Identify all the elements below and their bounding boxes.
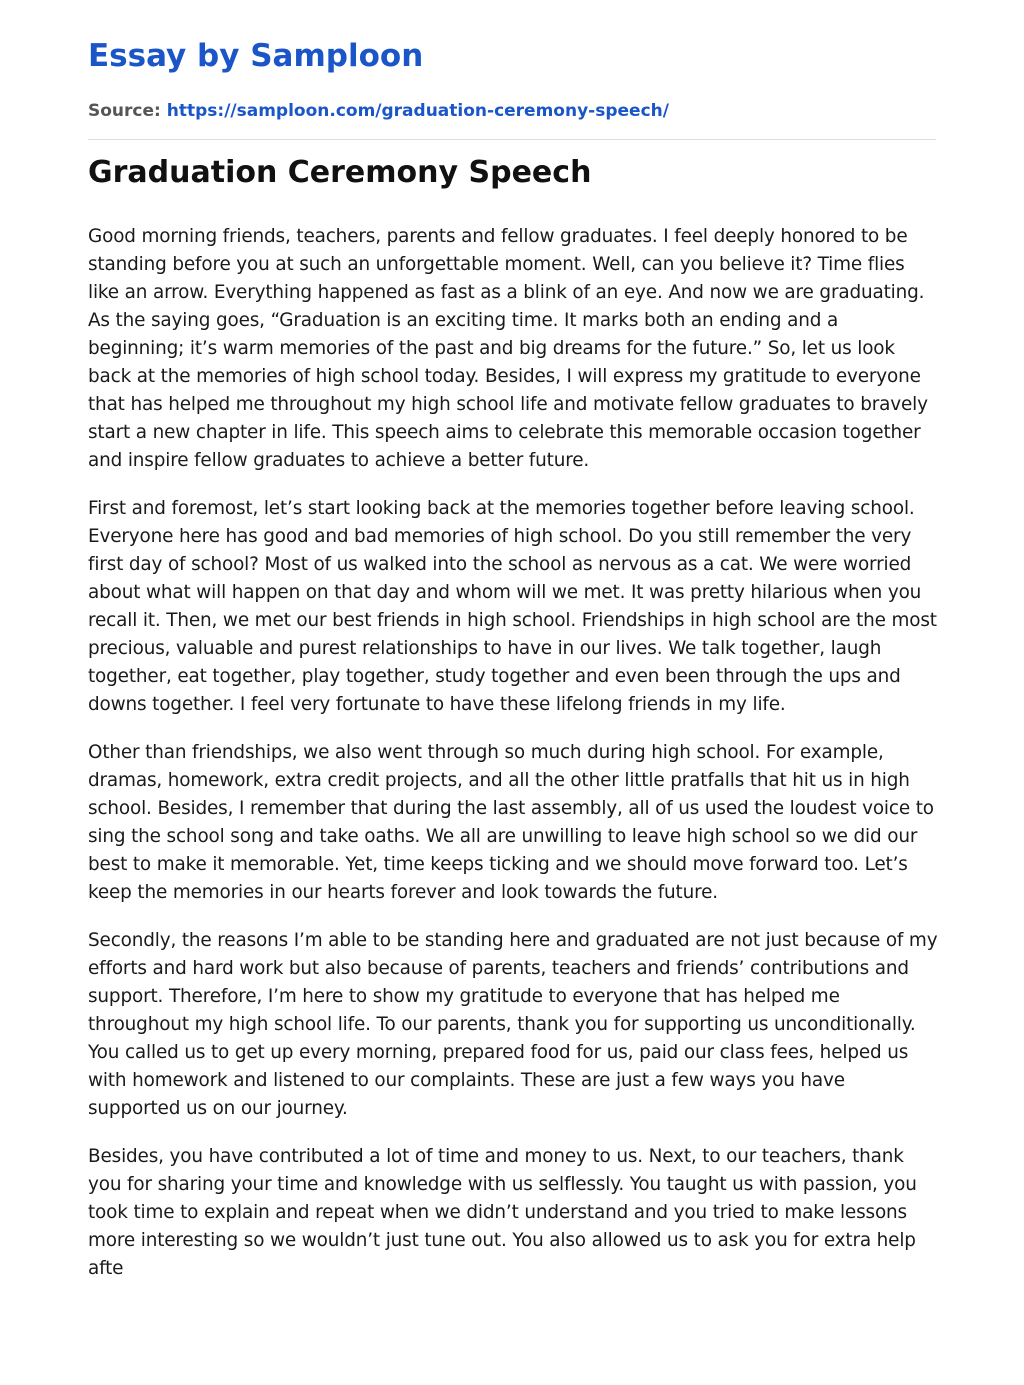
brand-title: Essay by Samploon bbox=[88, 38, 424, 74]
essay-body bbox=[88, 223, 938, 1283]
page-title: Graduation Ceremony Speech bbox=[88, 155, 592, 190]
source-label: Source: bbox=[88, 101, 161, 121]
paragraph: First and foremost, let’s start looking back at the memories together before leaving school. Everyone here has good and bad memories of high school. Do you still remember the very first day of school? Most of us walked into the school as nervous as a cat. We were worried about what will happen on that day and whom will we met. It was pretty hilarious when you recall it. Then, we met our best friends in high school. Friendships in high school are the most precious, valuable and purest relationships to have in our lives. We talk together, laugh together, eat together, play together, study together and even been through the ups and downs together. I feel very fortunate to have these lifelong friends in my life. bbox=[88, 498, 937, 715]
header-divider bbox=[88, 139, 936, 140]
paragraph: Good morning friends, teachers, parents and fellow graduates. I feel deeply honored to be standing before you at such an unforgettable moment. Well, can you believe it? Time flies like an arrow. Everything happened as fast as a blink of an eye. And now we are graduating. As the saying goes, “Graduation is an exciting time. It marks both an ending and a beginning; it’s warm memories of the past and big dreams for the future.” So, let us look back at the memories of high school today. Besides, I will express my gratitude to everyone that has helped me throughout my high school life and motivate fellow graduates to bravely start a new chapter in life. This speech aims to celebrate this memorable occasion together and inspire fellow graduates to achieve a better future. bbox=[88, 226, 928, 471]
essay-page bbox=[88, 0, 938, 1303]
paragraph: Besides, you have contributed a lot of time and money to us. Next, to our teachers, thank you for sharing your time and knowledge with us selflessly. You taught us with passion, you took time to explain and repeat when we didn’t understand and you tried to make lessons more interesting so we wouldn’t just tune out. You also allowed us to ask you for extra help afte bbox=[88, 1146, 917, 1279]
source-line bbox=[88, 100, 938, 122]
paragraph: Other than friendships, we also went through so much during high school. For example, dramas, homework, extra credit projects, and all the other little pratfalls that hit us in high school. Besides, I remember that during the last assembly, all of us used the loudest voice to sing the school song and take oaths. We all are unwilling to leave high school so we did our best to make it memorable. Yet, time keeps ticking and we should move forward too. Let’s keep the memories in our hearts forever and look towards the future. bbox=[88, 742, 934, 903]
source-link[interactable]: https://samploon.com/graduation-ceremony-speech/ bbox=[166, 101, 669, 121]
paragraph: Secondly, the reasons I’m able to be standing here and graduated are not just because of my efforts and hard work but also because of parents, teachers and friends’ contributions and support. Therefore, I’m here to show my gratitude to everyone that has helped me throughout my high school life. To our parents, thank you for supporting us unconditionally. You called us to get up every morning, prepared food for us, paid our class fees, helped us with homework and listened to our complaints. These are just a few ways you have supported us on our journey. bbox=[88, 930, 938, 1119]
